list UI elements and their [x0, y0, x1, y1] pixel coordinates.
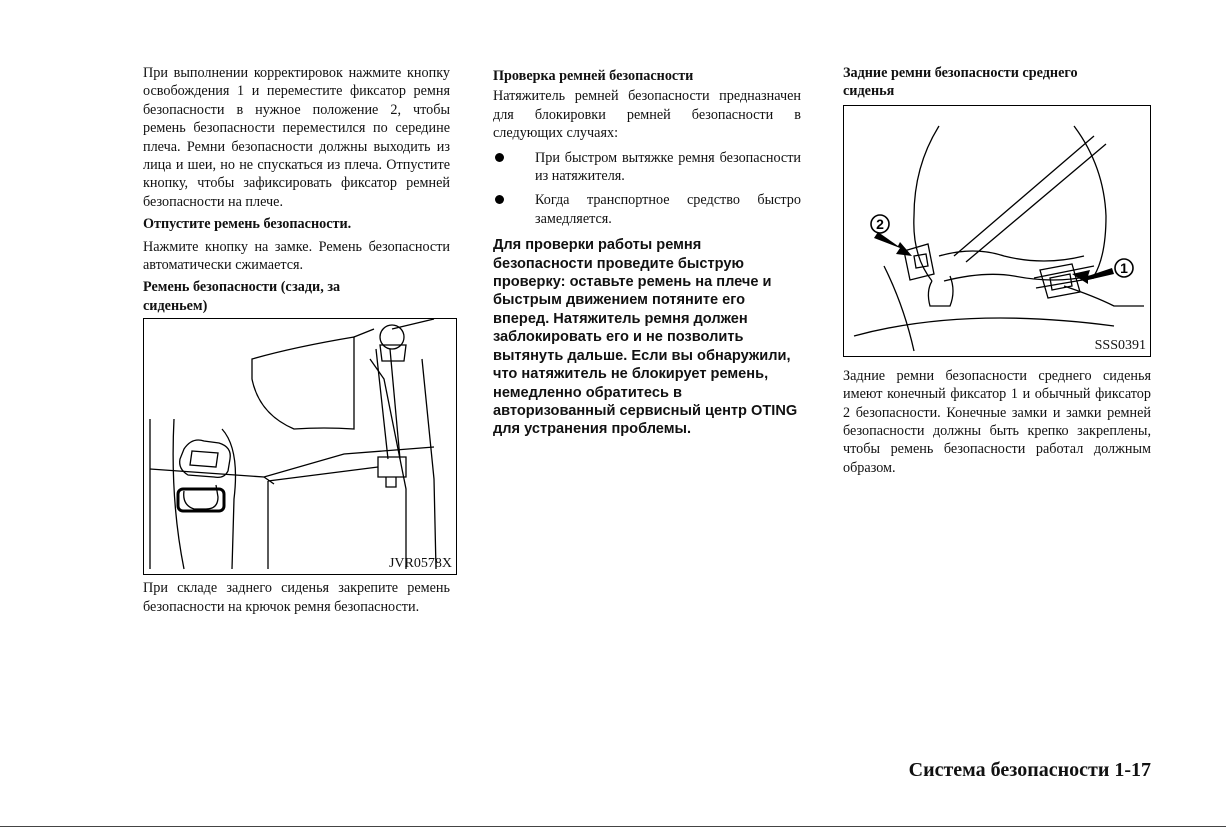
list-item-text: Когда транспортное средство быстро замедляется.	[535, 192, 801, 227]
release-heading: Отпустите ремень безопасности.	[143, 216, 352, 233]
rear-belt-heading: Ремень безопасности (сзади, за сиденьем)	[143, 279, 341, 314]
rear-belt-illustration	[144, 319, 456, 574]
center-belt-figure	[843, 105, 1151, 357]
left-column	[143, 64, 450, 616]
release-paragraph: Нажмите кнопку на замке. Ремень безопасности автоматически сжимается.	[143, 238, 450, 274]
figure-caption: При складе заднего сиденья закрепите ремень безопасности на крючок ремня безопасности.	[143, 580, 450, 615]
rear-belt-figure	[143, 318, 457, 575]
callout-2: 2	[876, 215, 884, 232]
warning-paragraph: Для проверки работы ремня безопасности проведите быструю проверку: оставьте ремень на плече и быстрым движением потяните его вперед. Натяжитель ремня должен заблокировать его и не позволить вытянуть дальше. Если вы обнаружили, что натяжитель не блокирует ремень, немедленно обратитесь в авторизованный сервисный центр OTING для устранения проблемы.	[493, 237, 798, 438]
center-belt-paragraph: Задние ремни безопасности среднего сиденья имеют конечный фиксатор 1 и обычный фиксатор 2 безопасности. Конечные замки и замки ремней безопасности должны быть крепко закреплены, чтобы ремень безопасности работал должным образом.	[843, 367, 1151, 476]
figure-code: SSS0391	[1094, 337, 1146, 353]
list-item	[493, 191, 801, 228]
bullet-icon	[493, 191, 535, 228]
page-bottom-rule	[0, 826, 1226, 827]
figure-code: JVR0578X	[388, 556, 452, 572]
middle-column	[493, 64, 801, 439]
right-column	[843, 64, 1151, 477]
center-belt-illustration	[844, 106, 1150, 356]
belt-check-heading: Проверка ремней безопасности	[493, 68, 694, 84]
bullet-icon	[493, 149, 535, 186]
belt-check-intro: Натяжитель ремней безопасности предназначен для блокировки ремней безопасности в следующих случаях:	[493, 88, 801, 142]
callout-1: 1	[1120, 259, 1128, 276]
list-item-text: При быстром вытяжке ремня безопасности из натяжителя.	[535, 149, 801, 185]
center-belt-heading: Задние ремни безопасности среднего сиденья	[843, 65, 1078, 100]
list-item	[493, 149, 801, 186]
intro-paragraph: При выполнении корректировок нажмите кнопку освобождения 1 и переместите фиксатор ремня безопасности в нужное положение 2, чтобы ремень безопасности переместился по середине плеча. Ремни безопасности должны выходить из лица и шеи, но не спускаться из плеча. Отпустите кнопку, чтобы зафиксировать фиксатор ремней безопасности на плече.	[143, 65, 450, 210]
page-footer-section: Система безопасности 1-17	[908, 759, 1151, 781]
